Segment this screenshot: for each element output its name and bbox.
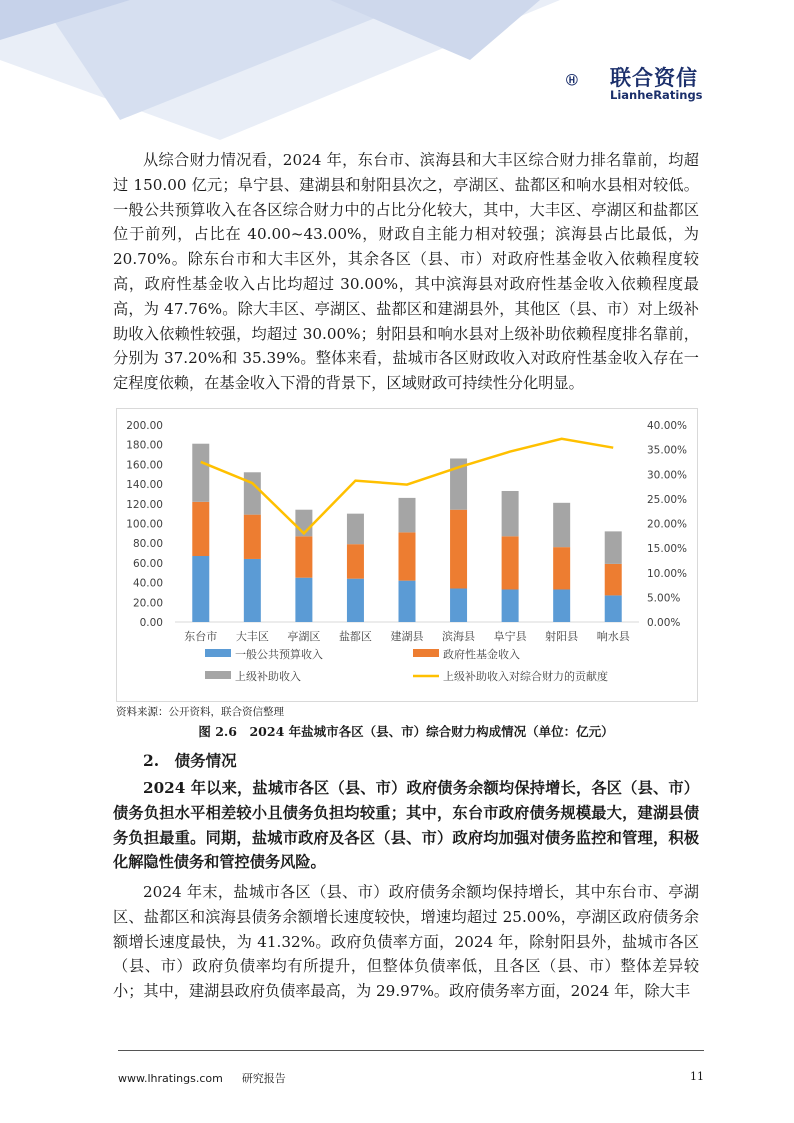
legend-label: 上级补助收入 bbox=[235, 670, 301, 683]
legend-swatch bbox=[205, 649, 231, 657]
bar-segment bbox=[553, 589, 570, 622]
y-left-tick-label: 180.00 bbox=[126, 439, 163, 452]
y-right-tick-label: 25.00% bbox=[647, 493, 688, 506]
x-tick-label: 滨海县 bbox=[442, 630, 476, 643]
y-left-tick-label: 60.00 bbox=[132, 557, 163, 570]
bar-segment bbox=[553, 503, 570, 547]
logo-subtitle: LianheRatings bbox=[610, 88, 703, 102]
y-right-tick-label: 40.00% bbox=[647, 420, 688, 432]
bar-segment bbox=[244, 559, 261, 622]
legend-swatch bbox=[413, 649, 439, 657]
body-paragraph-1: 从综合财力情况看，2024 年，东台市、滨海县和大丰区综合财力排名靠前，均超过 150.00 亿元；阜宁县、建湖县和射阳县次之，亭湖区、盐都区和响水县相对较低。一般公共预算收入在各区综合财力中的占比分化较大，其中，大丰区、亭湖区和盐都区位于前列，占比在 40.00~43.00%，财政自主能力相对较强；滨海县占比最低，为 20.70%。除东台市和大丰区外，其余各区（县、市）对政府性基金收入依赖程度较高，政府性基金收入占比均超过 30.00%，其中滨海县对政府性基金收入依赖程度最高，为 47.76%。除大丰区、亭湖区、盐都区和建湖县外，其他区（县、市）对上级补助收入依赖性较强，均超过 30.00%；射阳县和响水县对上级补助依赖程度排名靠前，分别为 37.20%和 35.39%。整体来看，盐城市各区财政收入对政府性基金收入存在一定程度依赖，在基金收入下滑的背景下，区域财政可持续性分化明显。 bbox=[113, 151, 699, 393]
y-left-tick-label: 200.00 bbox=[126, 420, 163, 432]
page-number: 11 bbox=[690, 1070, 704, 1083]
bar-segment bbox=[450, 589, 467, 622]
chart-container bbox=[116, 408, 698, 702]
y-left-tick-label: 100.00 bbox=[126, 518, 163, 531]
x-tick-label: 响水县 bbox=[596, 630, 630, 643]
bar-segment bbox=[399, 498, 416, 532]
body-paragraph-2: 2024 年以来，盐城市各区（县、市）政府债务余额均保持增长，各区（县、市）债务负担水平相差较小且债务负担均较重；其中，东台市政府债务规模最大，建湖县债务负担最重。同期，盐城市政府及各区（县、市）政府均加强对债务监控和管理，积极化解隐性债务和管控债务风险。 bbox=[113, 779, 699, 872]
bar-segment bbox=[347, 514, 364, 545]
bar-segment bbox=[399, 532, 416, 580]
legend-label: 政府性基金收入 bbox=[443, 648, 520, 661]
y-right-tick-label: 30.00% bbox=[647, 469, 688, 482]
chart-source: 资料来源：公开资料，联合资信整理 bbox=[116, 706, 284, 718]
bar-segment bbox=[605, 595, 622, 622]
y-left-tick-label: 120.00 bbox=[126, 498, 163, 511]
bar-segment bbox=[244, 472, 261, 514]
bar-segment bbox=[450, 510, 467, 589]
footer-report-type: 研究报告 bbox=[241, 1072, 286, 1085]
y-right-tick-label: 0.00% bbox=[647, 617, 681, 629]
bar-segment bbox=[553, 547, 570, 589]
y-right-tick-label: 5.00% bbox=[647, 592, 681, 605]
y-left-tick-label: 140.00 bbox=[126, 479, 163, 492]
bar-segment bbox=[399, 581, 416, 622]
bar-segment bbox=[192, 444, 209, 502]
y-right-tick-label: 15.00% bbox=[647, 543, 688, 556]
y-left-tick-label: 20.00 bbox=[132, 597, 163, 610]
y-left-tick-label: 160.00 bbox=[126, 459, 163, 472]
bar-segment bbox=[605, 564, 622, 596]
bar-segment bbox=[192, 502, 209, 556]
x-tick-label: 大丰区 bbox=[235, 630, 269, 643]
body-paragraph-3: 2024 年末，盐城市各区（县、市）政府债务余额均保持增长，其中东台市、亭湖区、盐都区和滨海县债务余额增长速度较快，增速均超过 25.00%，亭湖区政府债务余额增长速度最快，为 41.32%。政府负债率方面，2024 年，除射阳县外，盐城市各区（县、市）政府负债率均有所提升，但整体负债率低，且各区（县、市）整体差异较小；其中，建湖县政府负债率最高，为 29.97%。政府债务率方面，2024 年，除大丰 bbox=[113, 883, 699, 1001]
y-right-tick-label: 20.00% bbox=[647, 518, 688, 531]
y-left-tick-label: 0.00 bbox=[139, 617, 163, 629]
y-left-tick-label: 80.00 bbox=[132, 538, 163, 551]
bar-segment bbox=[502, 589, 519, 622]
lianhe-logo-icon bbox=[566, 58, 608, 102]
section-heading: 2. 债务情况 bbox=[143, 751, 237, 770]
y-right-tick-label: 10.00% bbox=[647, 567, 688, 580]
footer-website[interactable]: www.lhratings.com bbox=[118, 1072, 223, 1085]
bar-segment bbox=[347, 544, 364, 578]
bar-segment bbox=[295, 578, 312, 622]
bar-segment bbox=[347, 579, 364, 622]
bar-segment bbox=[502, 536, 519, 589]
legend-label: 一般公共预算收入 bbox=[235, 648, 323, 661]
legend-label: 上级补助收入对综合财力的贡献度 bbox=[443, 670, 608, 683]
chart-caption: 图 2.6 2024 年盐城市各区（县、市）综合财力构成情况（单位：亿元） bbox=[198, 724, 614, 739]
bar-segment bbox=[295, 536, 312, 577]
x-tick-label: 东台市 bbox=[184, 630, 218, 643]
bar-segment bbox=[244, 515, 261, 559]
bar-segment bbox=[192, 556, 209, 622]
x-tick-label: 建湖县 bbox=[390, 630, 424, 643]
legend-swatch bbox=[205, 671, 231, 679]
bar-segment bbox=[502, 491, 519, 536]
combo-chart bbox=[117, 409, 697, 701]
x-tick-label: 盐都区 bbox=[338, 630, 372, 643]
y-right-tick-label: 35.00% bbox=[647, 444, 688, 457]
footer-divider bbox=[118, 1050, 704, 1051]
footer-left bbox=[118, 1070, 286, 1086]
x-tick-label: 阜宁县 bbox=[493, 630, 527, 643]
x-tick-label: 亭湖区 bbox=[287, 630, 321, 643]
y-left-tick-label: 40.00 bbox=[132, 577, 163, 590]
logo-name: 联合资信 bbox=[610, 66, 698, 90]
x-tick-label: 射阳县 bbox=[545, 630, 579, 643]
bar-segment bbox=[605, 531, 622, 564]
